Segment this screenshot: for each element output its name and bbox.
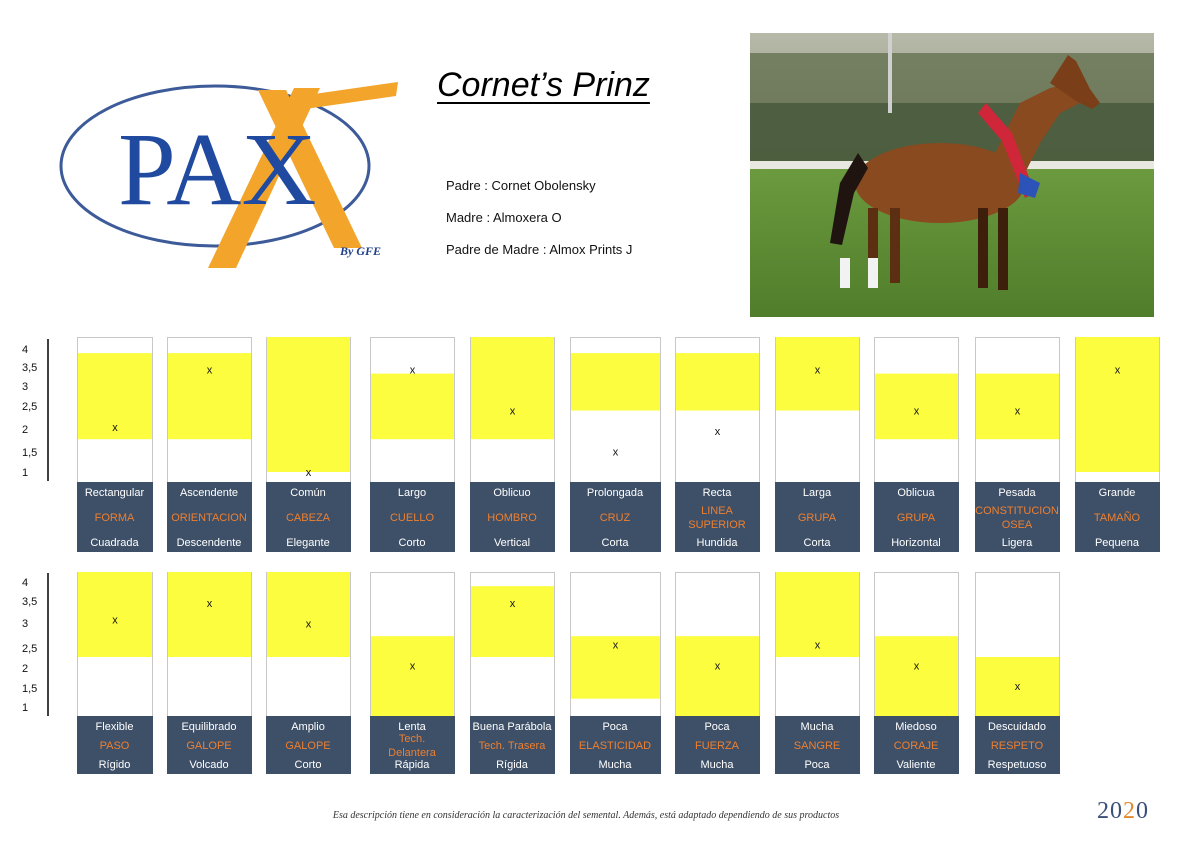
value-mark: x <box>814 639 821 652</box>
trait-column <box>167 338 252 553</box>
trait-category-label: GALOPE <box>186 740 232 752</box>
y-tick-label: 3,5 <box>22 596 38 608</box>
trait-column <box>975 338 1060 553</box>
value-mark: x <box>814 364 821 377</box>
trait-bottom-label: Poca <box>804 759 830 771</box>
trait-column <box>470 337 555 552</box>
trait-top-label: Pesada <box>998 487 1036 499</box>
trait-top-label: Recta <box>702 487 732 499</box>
trait-bottom-label: Rápida <box>394 759 430 771</box>
trait-bottom-label: Respetuoso <box>987 759 1047 771</box>
trait-bottom-label: Mucha <box>598 759 632 771</box>
page-title: Cornet’s Prinz <box>437 66 650 104</box>
trait-bottom-label: Corto <box>398 537 426 549</box>
value-mark: x <box>612 639 619 652</box>
trait-category-label: TAMAÑO <box>1093 512 1141 524</box>
value-mark: x <box>913 405 920 418</box>
trait-top-label: Larga <box>802 487 832 499</box>
trait-top-label: Equilibrado <box>181 721 237 733</box>
value-mark: x <box>305 618 312 631</box>
value-mark: x <box>714 660 721 673</box>
trait-top-label: Común <box>290 487 326 499</box>
trait-top-label: Prolongada <box>586 487 644 499</box>
trait-top-label: Buena Parábola <box>472 721 552 733</box>
value-mark: x <box>409 364 416 377</box>
trait-column <box>1075 337 1160 552</box>
trait-column <box>570 573 661 775</box>
value-mark: x <box>1114 364 1121 377</box>
trait-bottom-label: Ligera <box>1001 537 1033 549</box>
trait-category-label: SUPERIOR <box>688 519 746 531</box>
trait-column <box>470 573 555 775</box>
trait-column <box>77 572 153 774</box>
value-mark: x <box>714 426 721 438</box>
y-tick-label: 3 <box>22 381 29 393</box>
range-bar <box>676 636 759 716</box>
damsire-info: Padre de Madre : Almox Prints J <box>446 242 633 257</box>
trait-bottom-label: Corta <box>803 537 831 549</box>
trait-category-label: OSEA <box>1001 519 1033 531</box>
trait-column <box>675 573 760 775</box>
trait-column <box>266 572 351 774</box>
trait-category-label: ELASTICIDAD <box>578 740 652 752</box>
trait-category-label: HOMBRO <box>487 512 537 524</box>
value-mark: x <box>509 405 516 418</box>
footer-note: Esa descripción tiene en consideración la caracterización del semental. Además, está adaptado dependiendo de sus productos <box>332 810 840 821</box>
trait-top-label: Amplio <box>291 721 325 733</box>
trait-bottom-label: Mucha <box>700 759 734 771</box>
y-tick-label: 2,5 <box>22 401 38 413</box>
trait-top-label: Grande <box>1098 487 1136 499</box>
trait-column <box>775 572 860 774</box>
range-bar <box>676 353 759 410</box>
trait-category-label: Tech. Trasera <box>478 740 546 752</box>
trait-category-label: Delantera <box>388 747 436 759</box>
range-bar <box>571 353 660 410</box>
trait-top-label: Oblicuo <box>493 487 531 499</box>
range-bar <box>875 636 958 716</box>
y-tick-label: 3,5 <box>22 362 38 374</box>
trait-top-label: Flexible <box>95 721 134 733</box>
value-mark: x <box>509 597 516 610</box>
range-bar <box>267 337 350 472</box>
y-tick-label: 1 <box>22 467 29 479</box>
range-bar <box>267 572 350 657</box>
trait-column <box>570 338 661 553</box>
dam-info: Madre : Almoxera O <box>446 210 562 225</box>
trait-category-label: CUELLO <box>389 512 435 524</box>
logo-sub: By GFE <box>340 244 382 258</box>
trait-top-label: Oblicua <box>897 487 935 499</box>
range-bar <box>371 636 454 716</box>
range-bar <box>168 572 251 657</box>
trait-category-label: PASO <box>99 740 130 752</box>
trait-column <box>874 573 959 775</box>
trait-category-label: CONSTITUCION <box>975 505 1059 517</box>
y-tick-label: 1 <box>22 702 29 714</box>
range-bar <box>371 374 454 440</box>
y-tick-label: 1,5 <box>22 447 38 459</box>
value-mark: x <box>612 446 619 459</box>
trait-category-label: CORAJE <box>893 740 939 752</box>
trait-category-label: LINEA <box>701 505 733 517</box>
trait-bottom-label: Horizontal <box>891 537 941 549</box>
trait-top-label: Descuidado <box>987 721 1047 733</box>
y-tick-label: 1,5 <box>22 683 38 695</box>
trait-category-label: Tech. <box>398 733 426 745</box>
trait-bottom-label: Hundida <box>696 537 738 549</box>
y-tick-label: 2,5 <box>22 643 38 655</box>
trait-bottom-label: Rígido <box>98 759 131 771</box>
y-tick-label: 4 <box>22 577 29 589</box>
trait-bottom-label: Volcado <box>189 759 229 771</box>
trait-column <box>675 338 760 553</box>
trait-bottom-label: Descendente <box>176 537 242 549</box>
trait-column <box>975 573 1060 775</box>
value-mark: x <box>112 614 118 627</box>
trait-top-label: Rectangular <box>84 487 145 499</box>
trait-top-label: Miedoso <box>895 721 937 733</box>
trait-top-label: Ascendente <box>179 487 239 499</box>
trait-bottom-label: Pequena <box>1094 537 1140 549</box>
trait-top-label: Poca <box>704 721 730 733</box>
value-mark: x <box>1014 681 1021 694</box>
trait-bottom-label: Rígida <box>496 759 528 771</box>
trait-column <box>370 573 455 775</box>
value-mark: x <box>112 421 118 434</box>
trait-top-label: Poca <box>602 721 628 733</box>
trait-column <box>775 337 860 552</box>
trait-category-label: RESPETO <box>990 740 1044 752</box>
y-tick-label: 4 <box>22 344 29 356</box>
y-tick-label: 2 <box>22 663 29 675</box>
trait-top-label: Largo <box>397 487 427 499</box>
trait-bottom-label: Corto <box>294 759 322 771</box>
trait-category-label: CRUZ <box>599 512 631 524</box>
trait-bottom-label: Elegante <box>286 537 330 549</box>
trait-bottom-label: Vertical <box>493 537 531 549</box>
sire-info: Padre : Cornet Obolensky <box>446 178 596 193</box>
range-bar <box>1076 337 1159 472</box>
y-tick-label: 2 <box>22 424 29 436</box>
value-mark: x <box>913 660 920 673</box>
value-mark: x <box>206 364 213 377</box>
trait-column <box>167 572 252 774</box>
trait-bottom-label: Corta <box>601 537 629 549</box>
trait-column <box>874 338 959 553</box>
range-bar <box>471 337 554 439</box>
trait-category-label: GALOPE <box>285 740 331 752</box>
logo-letters: PAX <box>118 112 317 227</box>
trait-category-label: CABEZA <box>285 512 331 524</box>
trait-category-label: ORIENTACION <box>171 512 247 524</box>
trait-category-label: SANGRE <box>793 740 841 752</box>
trait-category-label: FORMA <box>94 512 135 524</box>
value-mark: x <box>206 597 213 610</box>
trait-bottom-label: Valiente <box>896 759 936 771</box>
trait-category-label: GRUPA <box>896 512 936 524</box>
value-mark: x <box>409 660 416 673</box>
trait-category-label: GRUPA <box>797 512 837 524</box>
trait-bottom-label: Cuadrada <box>90 537 139 549</box>
trait-category-label: FUERZA <box>695 740 739 752</box>
trait-column <box>266 337 351 552</box>
trait-top-label: Lenta <box>398 721 426 733</box>
range-bar <box>471 586 554 657</box>
trait-top-label: Mucha <box>800 721 834 733</box>
trait-column <box>370 338 455 553</box>
y-tick-label: 3 <box>22 618 29 630</box>
year-label: 2020 <box>1097 798 1149 824</box>
value-mark: x <box>305 467 312 479</box>
value-mark: x <box>1014 405 1021 418</box>
trait-column <box>77 338 153 553</box>
